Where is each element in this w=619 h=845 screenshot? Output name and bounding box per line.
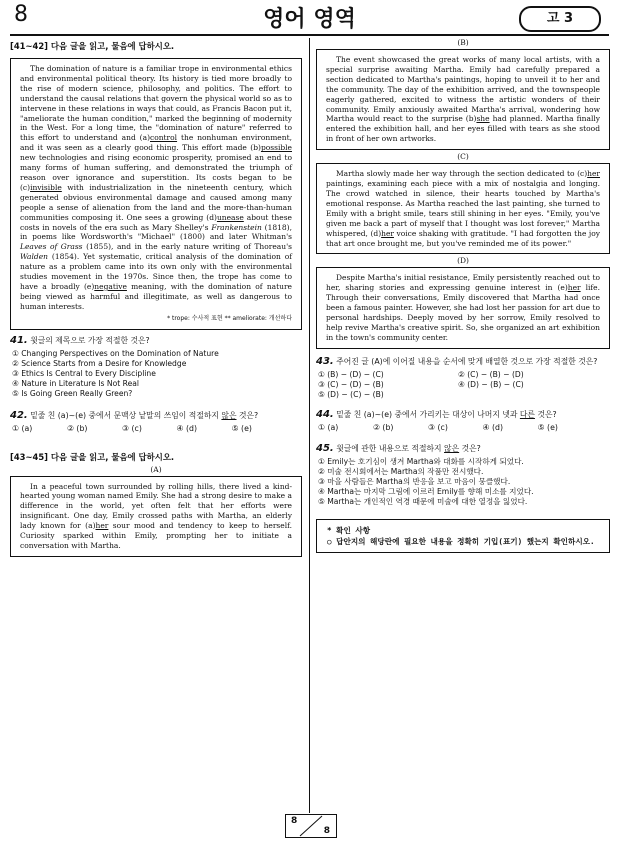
q41-42-passage: The domination of nature is a familiar trope in environmental ethics and environmental political theory. Its history is tied more broadly to the rise of modern science, philosophy, and politics. The effort to understand the causal relations that govern the physical world so as to intervene in these relations in ways that could, as Francis Bacon put it, "ameliorate the human condition," marked the beginning of modernity in the West. For a long time, the "domination of nature" referred to this effort to understand and (a)control the nonhuman environment, and it was seen as a clearly good thing. This effort made (b)possible new technologies and rising economic prosperity, promised an end to many forms of human suffering, and demonstrated the triumph of reason over ignorance and superstition. Its costs began to be (c)invisible with industrialization in the nineteenth century, which generated obvious environmental damage and caused among many people a sense of alienation from the land and the more-than-human communities composing it. One sees a growing (d)unease about these costs in novels of the era such as Mary Shelley's Frankenstein (1818), in poems like Wordsworth's "Michael" (1800) and later Whitman's Leaves of Grass (1855), and in the early nature writing of Thoreau's Walden (1854). Yet systematic, critical analysis of the domination of nature as a problem came into its own only with the environmental studies movement in the 1970s. Since then, the trope has come to have a broadly (e)negative meaning, with the domination of nature being viewed as harmful and illegitimate, as well as dangerous to human interests. * trope: 수사적 표현 ** ameliorate: 개선하다 xyxy=(10,58,302,330)
passage-d: Despite Martha's initial resistance, Emily persistently reached out to her, sharing stories and expressing genuine interest in (e)her life. Through their conversations, Emily discovered that Martha had once been a famous painter. However, she had lost her passion for art due to personal hardships. Deeply moved by her sorrow, Emily resolved to help revive Martha's creative spirit. So, she organized an art exhibition in the town's community center. xyxy=(316,267,610,348)
q45-option[interactable]: ① Emily는 호기심이 생겨 Martha와 대화를 시작하게 되었다. xyxy=(318,456,524,466)
q41-options xyxy=(12,349,302,399)
footer-total-pages: 8 xyxy=(323,826,330,836)
q44-option[interactable]: ④ (d) xyxy=(482,422,503,432)
q44-option[interactable]: ⑤ (e) xyxy=(537,422,558,432)
q41-42-instruction: [41~42] 다음 글을 읽고, 물음에 답하시오. xyxy=(10,41,175,51)
q43-options xyxy=(318,370,610,400)
q41-option[interactable]: ① Changing Perspectives on the Domination of Nature xyxy=(12,348,219,358)
q41-question: 41. 윗글의 제목으로 가장 적절한 것은? xyxy=(10,334,150,346)
passage-b: The event showcased the great works of many local artists, with a special surprise awaiting Martha. Emily had carefully prepared a section dedicated to Martha's paintings, hoping to unveil it to her and the community. The day of the exhibition arrived, and the townspeople eagerly gathered, excited to witness the artistic wonders of their community. Emily anxiously awaited Martha's arrival, wondering how Martha would react to the surprise (b)she had planned. Martha finally entered the exhibition hall, and her eyes filled with tears as she stood in front of her own artworks. xyxy=(316,49,610,150)
q41-option[interactable]: ② Science Starts from a Desire for Knowledge xyxy=(12,358,187,368)
passage-c: Martha slowly made her way through the section dedicated to (c)her paintings, examining each piece with a mix of nostalgia and longing. The crowd watched in silence, their hearts touched by Martha's emotional response. As Martha reached the last painting, she turned to Emily with a bright smile, tears still shining in her eyes. "Emily, you've given me back a part of myself that I thought was lost forever," Martha whispered, (d)her voice shaking with gratitude. "I had forgotten the joy that art once brought me, but you've reminded me of its power." xyxy=(316,163,610,254)
header-rule xyxy=(10,34,609,36)
gloss-note: * trope: 수사적 표현 ** ameliorate: 개선하다 xyxy=(167,314,292,322)
q42-option[interactable]: ⑤ (e) xyxy=(231,423,252,433)
page-footer xyxy=(285,814,337,838)
q44-question: 44. 밑줄 친 (a)~(e) 중에서 가리키는 대상이 나머지 넷과 다른 것은? xyxy=(316,408,557,420)
q44-options xyxy=(318,423,558,432)
q42-option[interactable]: ① (a) xyxy=(12,423,33,433)
q41-option[interactable]: ④ Nature in Literature Is Not Real xyxy=(12,378,140,388)
q43-question: 43. 주어진 글 (A)에 이어질 내용을 순서에 맞게 배열한 것으로 가장 적절한 것은? xyxy=(316,355,598,367)
footer-current-page: 8 xyxy=(291,816,298,826)
q42-options xyxy=(12,424,252,433)
q41-option[interactable]: ⑤ Is Going Green Really Green? xyxy=(12,388,133,398)
q43-option[interactable]: ③ (C) − (D) − (B) xyxy=(318,379,384,389)
left-column xyxy=(10,40,302,557)
q44-option[interactable]: ① (a) xyxy=(318,422,339,432)
q43-option[interactable]: ⑤ (D) − (C) − (B) xyxy=(318,389,384,399)
q42-option[interactable]: ② (b) xyxy=(66,423,88,433)
q45-option[interactable]: ④ Martha는 마지막 그림에 이르러 Emily를 향해 미소를 지었다. xyxy=(318,486,534,496)
q44-option[interactable]: ③ (c) xyxy=(428,422,448,432)
q45-options xyxy=(318,457,610,507)
q42-option[interactable]: ④ (d) xyxy=(176,423,197,433)
page-title: 영어 영역 xyxy=(263,7,356,32)
q45-option[interactable]: ③ 마을 사람들은 Martha의 반응을 보고 마음이 뭉클했다. xyxy=(318,476,511,486)
passage-d-label: (D) xyxy=(457,256,469,266)
q43-option[interactable]: ④ (D) − (B) − (C) xyxy=(458,379,524,389)
page-number: 8 xyxy=(14,2,28,27)
passage-b-label: (B) xyxy=(457,38,469,47)
check-title: * 확인 사항 xyxy=(327,525,371,535)
passage-a: In a peaceful town surrounded by rolling hills, there lived a kind-hearted young woman named Emily. She had a strong desire to make a difference in the world, yet often felt that her efforts were insignificant. One day, Emily crossed paths with Martha, an elderly lady known for (a)her sour mood and tendency to keep to herself. Curiosity sparked within Emily, prompting her to initiate a conversation with Martha. xyxy=(10,476,302,557)
check-text: ○ 답안지의 해당란에 필요한 내용을 정확히 기입(표기) 했는지 확인하시오. xyxy=(327,536,595,546)
q43-option[interactable]: ① (B) − (D) − (C) xyxy=(318,369,384,379)
column-divider xyxy=(309,38,310,813)
q45-question: 45. 윗글에 관한 내용으로 적절하지 않은 것은? xyxy=(316,442,481,454)
check-notice xyxy=(316,519,610,553)
q43-45-instruction: [43~45] 다음 글을 읽고, 물음에 답하시오. xyxy=(10,451,175,462)
q41-option[interactable]: ③ Ethics Is Central to Every Discipline xyxy=(12,368,156,378)
q43-option[interactable]: ② (C) − (B) − (D) xyxy=(458,369,524,379)
right-column xyxy=(316,40,610,553)
passage-c-label: (C) xyxy=(457,152,469,162)
q45-option[interactable]: ⑤ Martha는 개인적인 역경 때문에 미술에 대한 열정을 잃었다. xyxy=(318,496,528,506)
q44-option[interactable]: ② (b) xyxy=(372,422,394,432)
q42-option[interactable]: ③ (c) xyxy=(122,423,142,433)
q42-question: 42. 밑줄 친 (a)~(e) 중에서 문맥상 낱말의 쓰임이 적절하지 않은 것은? xyxy=(10,409,259,421)
passage-a-label: (A) xyxy=(150,464,162,474)
grade-badge: 고 3 xyxy=(519,6,601,32)
q45-option[interactable]: ② 미술 전시회에서는 Martha의 작품만 전시했다. xyxy=(318,466,484,476)
